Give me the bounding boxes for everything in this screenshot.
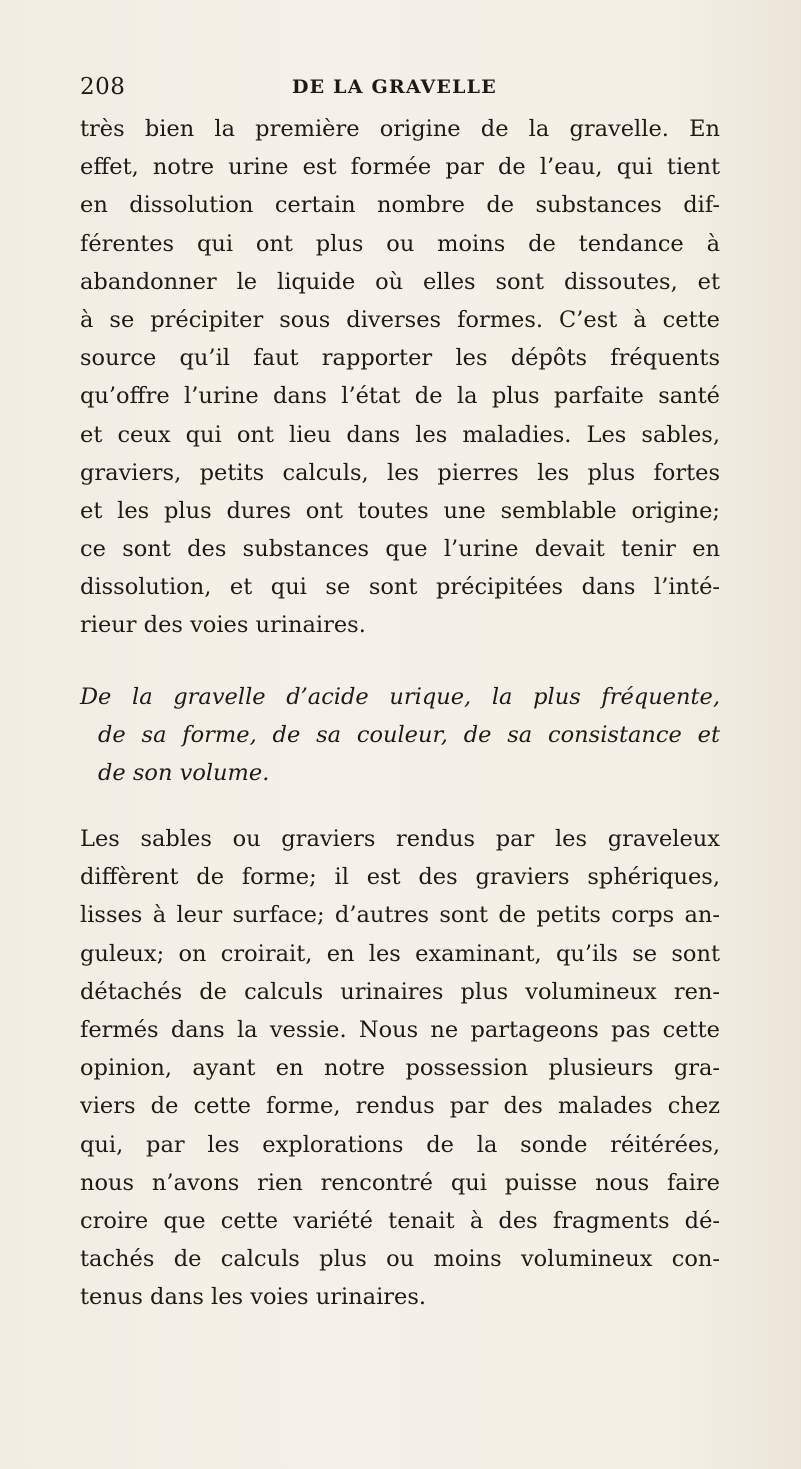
text-line: en dissolution certain nombre de substances dif- [80,192,720,219]
text-line: férentes qui ont plus ou moins de tendance à [80,230,720,257]
page-number: 208 [80,74,126,100]
text-line: tachés de calculs plus ou moins volumineux con- [80,1246,720,1273]
text-line: très bien la première origine de la gravelle. En [80,116,720,142]
text-line: lisses à leur surface; d’autres sont de petits corps an- [80,902,720,929]
text-line: effet, notre urine est formée par de l’eau, qui tient [80,154,720,181]
text-line: opinion, ayant en notre possession plusieurs gra- [80,1055,720,1082]
text-line: détachés de calculs urinaires plus volumineux ren- [80,978,720,1005]
text-line: graviers, petits calculs, les pierres les plus fortes [80,459,720,486]
text-line: rieur des voies urinaires. [80,612,366,639]
subheading-line: De la gravelle d’acide urique, la plus fréquente, [80,684,720,710]
text-line: croire que cette variété tenait à des fragments dé- [80,1207,720,1234]
text-line: et les plus dures ont toutes une semblable origine; [80,497,720,524]
paragraph-2 [80,820,720,1316]
text-line: abandonner le liquide où elles sont dissoutes, et [80,268,720,295]
text-line: diffèrent de forme; il est des graviers sphériques, [80,864,720,891]
text-line: tenus dans les voies urinaires. [80,1284,427,1311]
text-line: dissolution, et qui se sont précipitées dans l’inté- [80,574,720,601]
text-line: guleux; on croirait, en les examinant, qu’ils se sont [80,940,720,967]
text-line: et ceux qui ont lieu dans les maladies. Les sables, [80,421,720,448]
text-line: ce sont des substances que l’urine devait tenir en [80,536,720,563]
text-line: viers de cette forme, rendus par des malades chez [80,1093,720,1120]
text-line: qu’offre l’urine dans l’état de la plus parfaite santé [80,383,720,410]
running-title: DE LA GRAVELLE [292,76,497,98]
paragraph-1 [80,110,720,645]
text-line: nous n’avons rien rencontré qui puisse nous faire [80,1169,720,1196]
section-subheading [80,678,720,793]
text-line: qui, par les explorations de la sonde réitérées, [80,1131,720,1158]
subheading-line: de sa forme, de sa couleur, de sa consistance et [98,722,720,749]
text-line: source qu’il faut rapporter les dépôts fréquents [80,345,720,372]
text-line: fermés dans la vessie. Nous ne partageons pas cette [80,1016,720,1043]
text-line: à se précipiter sous diverses formes. C’est à cette [80,306,720,333]
running-header [80,74,720,108]
text-line: Les sables ou graviers rendus par les graveleux [80,826,720,852]
subheading-line: de son volume. [98,760,270,787]
